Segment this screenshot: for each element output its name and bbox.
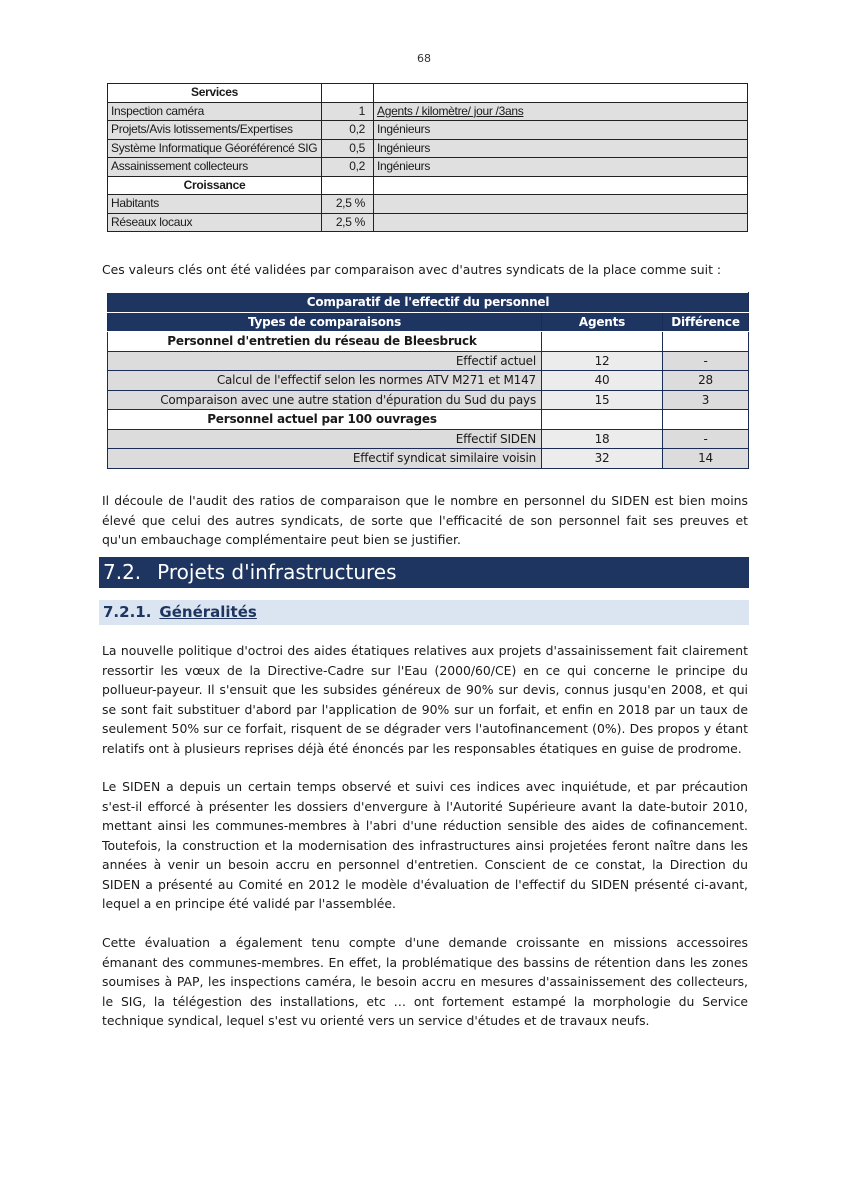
row-label: Réseaux locaux bbox=[108, 213, 322, 232]
table-row bbox=[108, 351, 749, 371]
row-difference: - bbox=[663, 429, 749, 449]
row-label: Calcul de l'effectif selon les normes ATV M271 et M147 bbox=[108, 371, 542, 391]
table-header-row bbox=[108, 84, 748, 103]
row-label: Projets/Avis lotissements/Expertises bbox=[108, 121, 322, 140]
comparison-table bbox=[107, 292, 749, 469]
row-difference: - bbox=[663, 351, 749, 371]
row-difference: 28 bbox=[663, 371, 749, 391]
row-agents: 12 bbox=[542, 351, 663, 371]
row-difference: 14 bbox=[663, 449, 749, 469]
services-table bbox=[107, 83, 748, 232]
row-unit: Ingénieurs bbox=[374, 139, 748, 158]
row-label: Effectif syndicat similaire voisin bbox=[108, 449, 542, 469]
body-paragraph-3: Cette évaluation a également tenu compte d'une demande croissante en missions accessoires émanant des communes-membres. En effet, la problématique des bassins de rétention dans les zones soumises à PAP, les inspections caméra, le besoin accru en mesures d'assainissement des collecteurs, le SIG, la télégestion des installations, etc … ont fortement estampé la morphologie du Service technique syndical, lequel s'est vu orienté vers un service d'études et de travaux neufs. bbox=[102, 935, 748, 1028]
table-row bbox=[108, 121, 748, 140]
row-label: Inspection caméra bbox=[108, 102, 322, 121]
table-header-row bbox=[108, 312, 749, 332]
row-label: Effectif SIDEN bbox=[108, 429, 542, 449]
subsection-title: Généralités bbox=[159, 603, 257, 621]
body-paragraph-1: La nouvelle politique d'octroi des aides étatiques relatives aux projets d'assainissement fait clairement ressortir les vœux de la Directive-Cadre sur l'Eau (2000/60/CE) en ce qui concerne le principe du pollueur-payeur. Il s'ensuit que les subsides généreux de 90% sur devis, connus jusqu'en 2008, et qui se sont fait substituer d'abord par l'application de 90% sur un forfait, et enfin en 2018 par un taux de seulement 50% sur ce forfait, risquent de se dégrader vers l'autofinancement (0%). Des propos y étant relatifs ont à plusieurs reprises déjà été énoncés par les responsables étatiques en guise de prodrome. bbox=[102, 643, 748, 756]
table-title-row bbox=[108, 293, 749, 313]
table-row bbox=[108, 449, 749, 469]
group-row bbox=[108, 410, 749, 430]
row-label: Effectif actuel bbox=[108, 351, 542, 371]
body-paragraph-2: Le SIDEN a depuis un certain temps observé et suivi ces indices avec inquiétude, et par précaution s'est-il efforcé à présenter les dossiers d'envergure à l'Autorité Supérieure avant la date-butoir 2010, mettant ainsi les communes-membres à l'abri d'une réduction sensible des aides de cofinancement. Toutefois, la construction et la modernisation des infrastructures ainsi projetées feront naître dans les années à venir un besoin accru en personnel d'entretien. Conscient de ce constat, la Direction du SIDEN a présenté au Comité en 2012 le modèle d'évaluation de l'effectif du SIDEN présenté ci-avant, lequel a en principe été validé par l'assemblée. bbox=[102, 779, 748, 911]
column-header-agents: Agents bbox=[542, 312, 663, 332]
row-label: Assainissement collecteurs bbox=[108, 158, 322, 177]
subsection-heading bbox=[99, 600, 749, 625]
row-value: 2,5 % bbox=[322, 195, 374, 214]
table-row bbox=[108, 195, 748, 214]
croissance-header: Croissance bbox=[108, 176, 322, 195]
group-title: Personnel d'entretien du réseau de Bleesbruck bbox=[108, 332, 542, 352]
section-heading bbox=[99, 557, 749, 588]
row-difference: 3 bbox=[663, 390, 749, 410]
table-row bbox=[108, 213, 748, 232]
section-title: Projets d'infrastructures bbox=[157, 560, 397, 584]
comparison-table-title: Comparatif de l'effectif du personnel bbox=[108, 293, 749, 313]
row-unit: Ingénieurs bbox=[374, 121, 748, 140]
column-header-types: Types de comparaisons bbox=[108, 312, 542, 332]
row-agents: 18 bbox=[542, 429, 663, 449]
row-agents: 40 bbox=[542, 371, 663, 391]
table-header-row bbox=[108, 176, 748, 195]
audit-paragraph: Il découle de l'audit des ratios de comparaison que le nombre en personnel du SIDEN est bien moins élevé que celui des autres syndicats, de sorte que l'efficacité de son personnel fait ses preuves et qu'un embauchage complémentaire peut bien se justifier. bbox=[102, 493, 748, 547]
group-title: Personnel actuel par 100 ouvrages bbox=[108, 410, 542, 430]
table-row bbox=[108, 429, 749, 449]
column-header-difference: Différence bbox=[663, 312, 749, 332]
row-value: 2,5 % bbox=[322, 213, 374, 232]
row-agents: 32 bbox=[542, 449, 663, 469]
row-unit: Agents / kilomètre/ jour /3ans bbox=[374, 102, 748, 121]
row-agents: 15 bbox=[542, 390, 663, 410]
row-value: 1 bbox=[322, 102, 374, 121]
row-value: 0,2 bbox=[322, 121, 374, 140]
row-unit: Ingénieurs bbox=[374, 158, 748, 177]
group-row bbox=[108, 332, 749, 352]
table-row bbox=[108, 158, 748, 177]
row-label: Comparaison avec une autre station d'épuration du Sud du pays bbox=[108, 390, 542, 410]
row-label: Habitants bbox=[108, 195, 322, 214]
row-unit bbox=[374, 213, 748, 232]
table-row bbox=[108, 371, 749, 391]
section-number: 7.2. bbox=[103, 560, 142, 584]
table-row bbox=[108, 139, 748, 158]
table-row bbox=[108, 390, 749, 410]
row-label: Système Informatique Géoréférencé SIG bbox=[108, 139, 322, 158]
intro-paragraph: Ces valeurs clés ont été validées par comparaison avec d'autres syndicats de la place comme suit : bbox=[102, 262, 722, 277]
row-value: 0,5 bbox=[322, 139, 374, 158]
table-row bbox=[108, 102, 748, 121]
row-unit bbox=[374, 195, 748, 214]
subsection-number: 7.2.1. bbox=[103, 603, 152, 621]
services-header: Services bbox=[108, 84, 322, 103]
row-value: 0,2 bbox=[322, 158, 374, 177]
page-number: 68 bbox=[417, 52, 431, 65]
